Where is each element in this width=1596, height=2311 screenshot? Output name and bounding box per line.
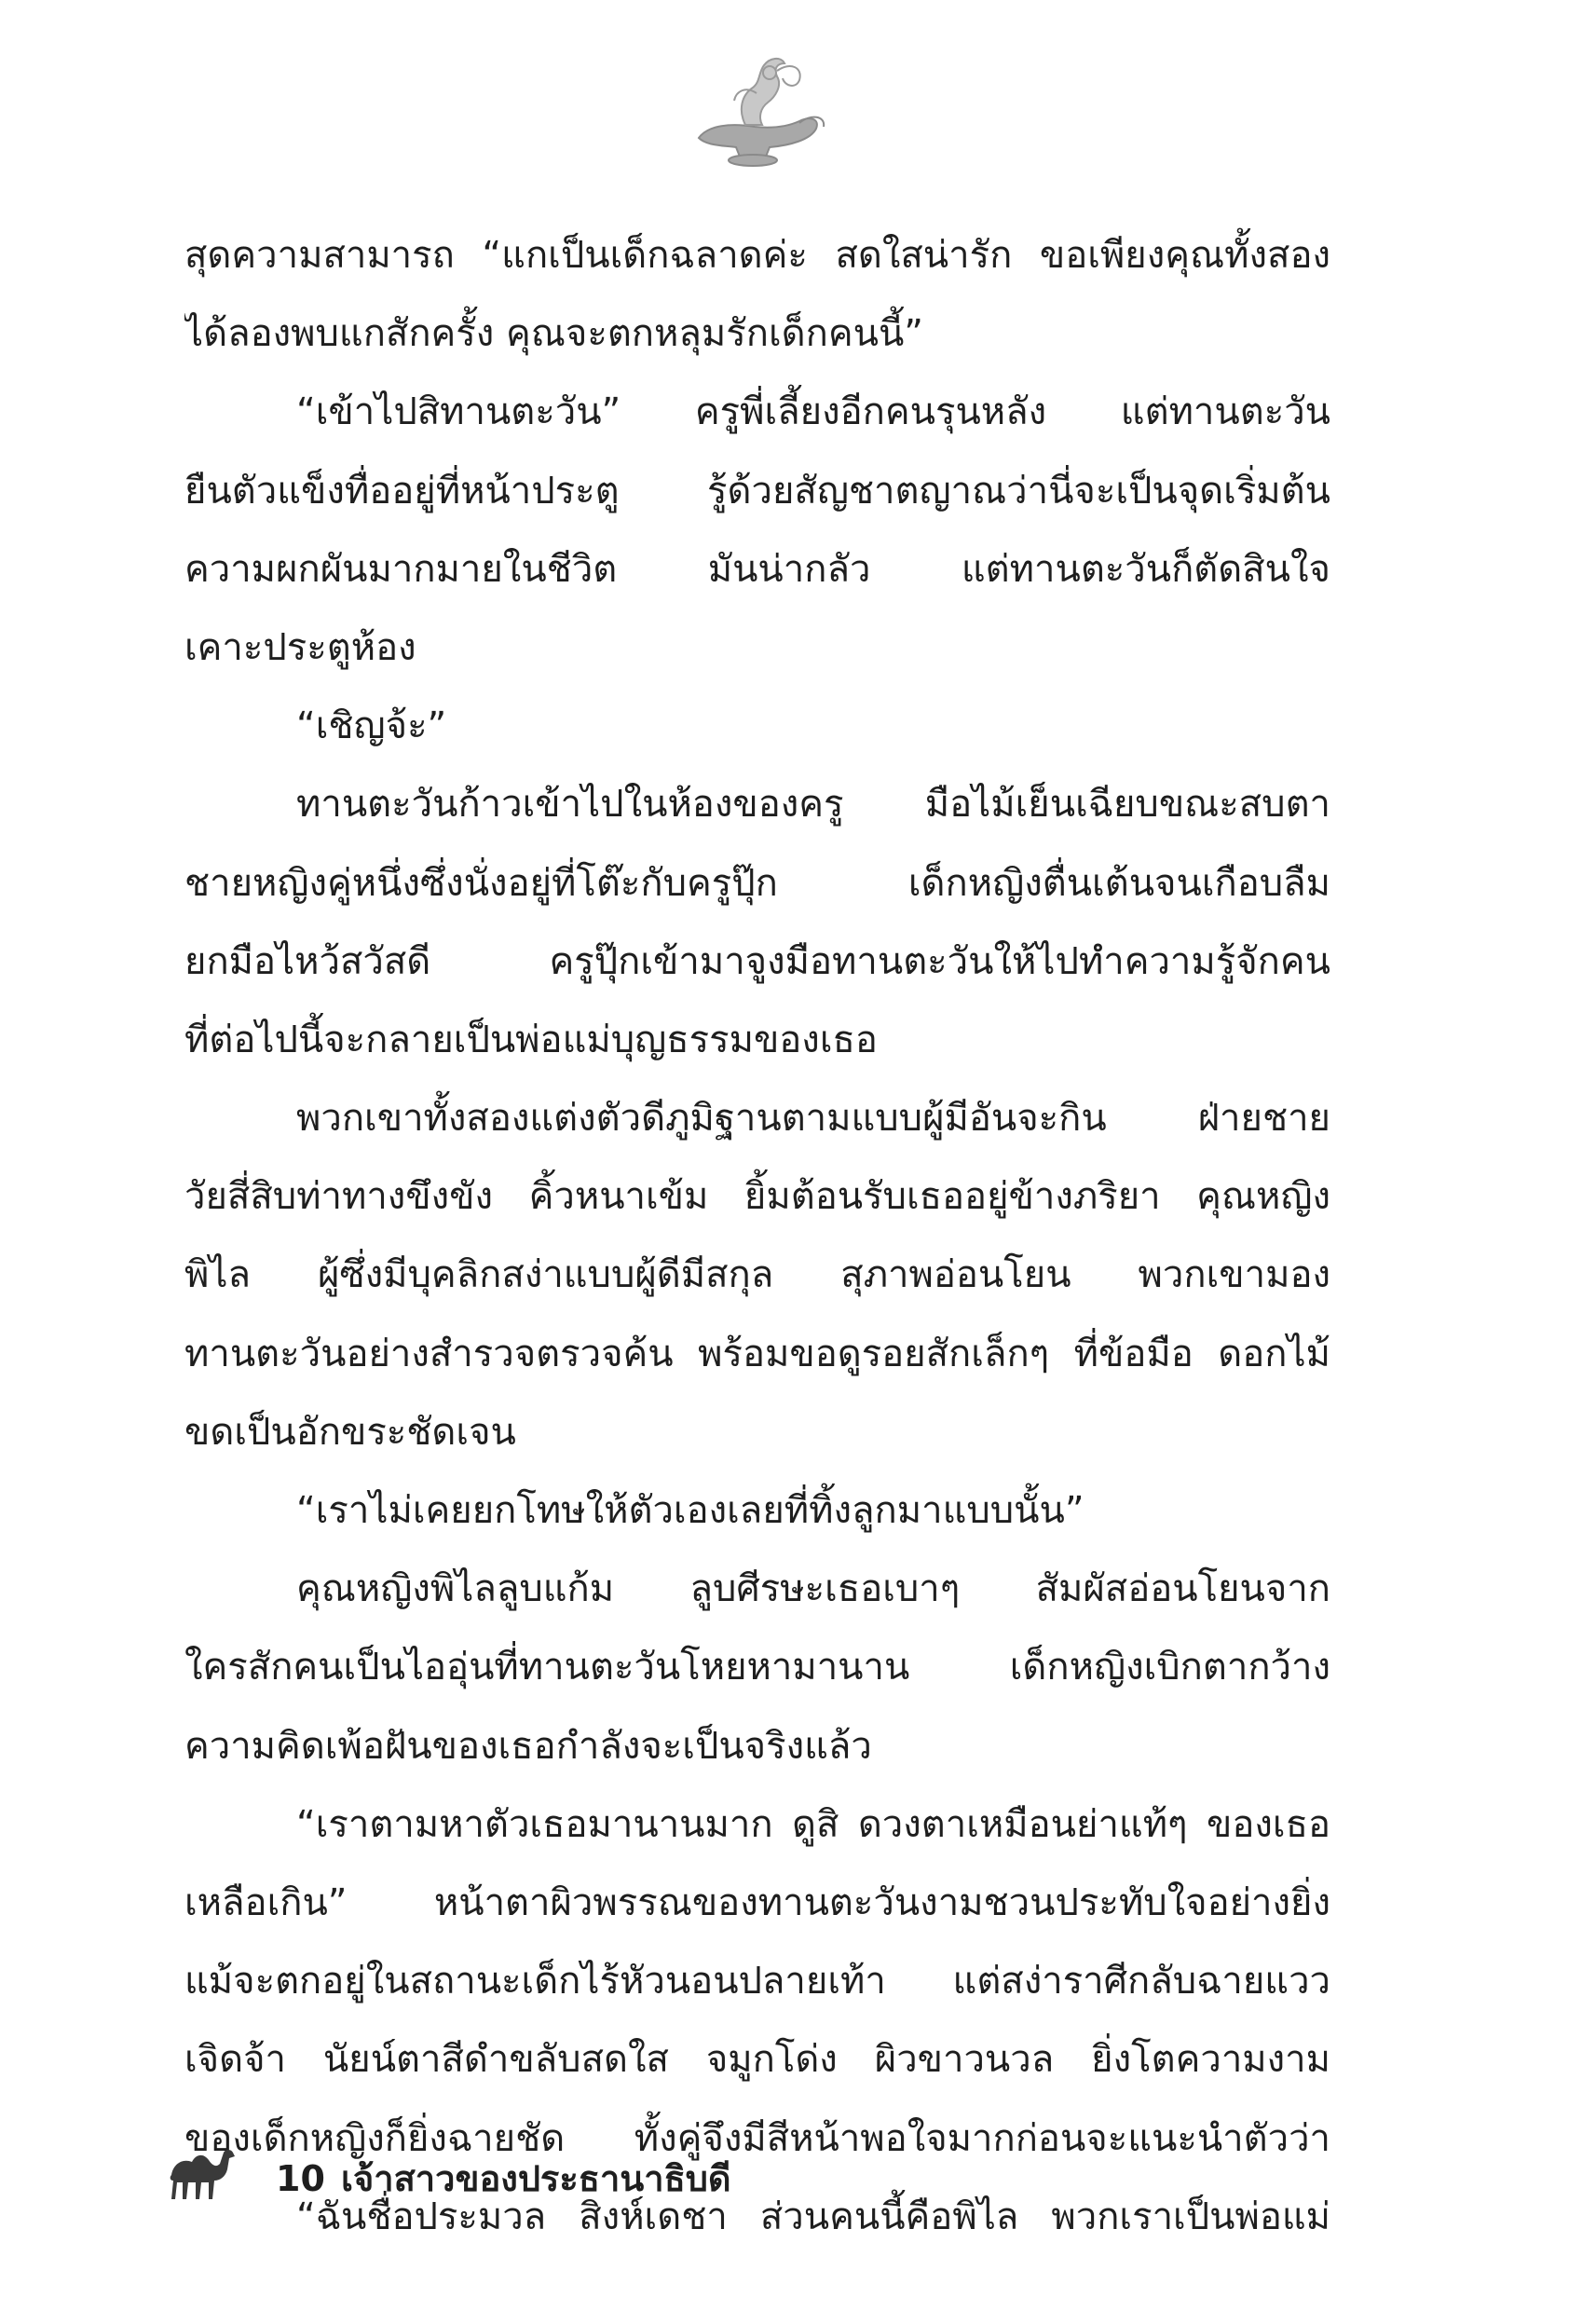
text-line: ทานตะวันก้าวเข้าไปในห้องของครู มือไม้เย็นเฉียบขณะสบตา bbox=[296, 783, 1330, 827]
text-line: ชายหญิงคู่หนึ่งซึ่งนั่งอยู่ที่โต๊ะกับครูปุ๊ก เด็กหญิงตื่นเต้นจนเกือบลืม bbox=[184, 861, 1330, 905]
text-line: “เข้าไปสิทานตะวัน” ครูพี่เลี้ยงอีกคนรุนหลัง แต่ทานตะวัน bbox=[296, 390, 1330, 434]
text-line: ยกมือไหว้สวัสดี ครูปุ๊กเข้ามาจูงมือทานตะวันให้ไปทำความรู้จักคน bbox=[184, 939, 1330, 983]
book-title: เจ้าสาวของประธานาธิบดี bbox=[341, 2158, 731, 2199]
body-text bbox=[184, 216, 1330, 2256]
text-line: ความคิดเพ้อฝันของเธอกำลังจะเป็นจริงแล้ว bbox=[184, 1724, 872, 1768]
text-line: ใครสักคนเป็นไออุ่นที่ทานตะวันโหยหามานาน เด็กหญิงเบิกตากว้าง bbox=[184, 1646, 1330, 1689]
text-line: ขดเป็นอักขระชัดเจน bbox=[184, 1410, 516, 1454]
text-line: เจิดจ้า นัยน์ตาสีดำขลับสดใส จมูกโด่ง ผิวขาวนวล ยิ่งโตความงาม bbox=[184, 2038, 1330, 2082]
genie-lamp-icon bbox=[680, 48, 829, 170]
text-line: ความผกผันมากมายในชีวิต มันน่ากลัว แต่ทานตะวันก็ตัดสินใจ bbox=[184, 547, 1330, 591]
text-line: “ฉันชื่อประมวล สิงห์เดชา ส่วนคนนี้คือพิไล พวกเราเป็นพ่อแม่ bbox=[296, 2195, 1330, 2238]
page-footer bbox=[164, 2141, 1003, 2216]
text-line: พวกเขาทั้งสองแต่งตัวดีภูมิฐานตามแบบผู้มีอันจะกิน ฝ่ายชาย bbox=[296, 1097, 1330, 1141]
text-line: ยืนตัวแข็งทื่ออยู่ที่หน้าประตู รู้ด้วยสัญชาตญาณว่านี่จะเป็นจุดเริ่มต้น bbox=[184, 469, 1330, 513]
text-line: เคาะประตูห้อง bbox=[184, 625, 416, 669]
text-line: ของเด็กหญิงก็ยิ่งฉายชัด ทั้งคู่จึงมีสีหน้าพอใจมากก่อนจะแนะนำตัวว่า bbox=[184, 2116, 1330, 2160]
text-line: “เราตามหาตัวเธอมานานมาก ดูสิ ดวงตาเหมือนย่าแท้ๆ ของเธอ bbox=[296, 1802, 1330, 1846]
camel-icon bbox=[164, 2141, 239, 2208]
text-line: สุดความสามารถ “แกเป็นเด็กฉลาดค่ะ สดใสน่ารัก ขอเพียงคุณทั้งสอง bbox=[184, 234, 1330, 277]
text-line: “เชิญจ้ะ” bbox=[296, 704, 447, 748]
text-line: เหลือเกิน” หน้าตาผิวพรรณของทานตะวันงามชวนประทับใจอย่างยิ่ง bbox=[184, 1880, 1330, 1924]
text-line: แม้จะตกอยู่ในสถานะเด็กไร้หัวนอนปลายเท้า แต่สง่าราศีกลับฉายแวว bbox=[184, 1960, 1330, 2003]
text-line: “เราไม่เคยยกโทษให้ตัวเองเลยที่ทิ้งลูกมาแบบนั้น” bbox=[296, 1489, 1084, 1532]
text-line: คุณหญิงพิไลลูบแก้ม ลูบศีรษะเธอเบาๆ สัมผัสอ่อนโยนจาก bbox=[296, 1567, 1330, 1611]
text-line: ที่ต่อไปนี้จะกลายเป็นพ่อแม่บุญธรรมของเธอ bbox=[184, 1018, 878, 1061]
text-line: ทานตะวันอย่างสำรวจตรวจค้น พร้อมขอดูรอยสักเล็กๆ ที่ข้อมือ ดอกไม้ bbox=[184, 1332, 1330, 1375]
text-line: วัยสี่สิบท่าทางขึงขัง คิ้วหนาเข้ม ยิ้มต้อนรับเธออยู่ข้างภริยา คุณหญิง bbox=[184, 1175, 1330, 1219]
text-line: พิไล ผู้ซึ่งมีบุคลิกสง่าแบบผู้ดีมีสกุล สุภาพอ่อนโยน พวกเขามอง bbox=[184, 1253, 1330, 1297]
text-line: ได้ลองพบแกสักครั้ง คุณจะตกหลุมรักเด็กคนนี้” bbox=[184, 312, 924, 356]
page-number: 10 bbox=[276, 2158, 325, 2199]
